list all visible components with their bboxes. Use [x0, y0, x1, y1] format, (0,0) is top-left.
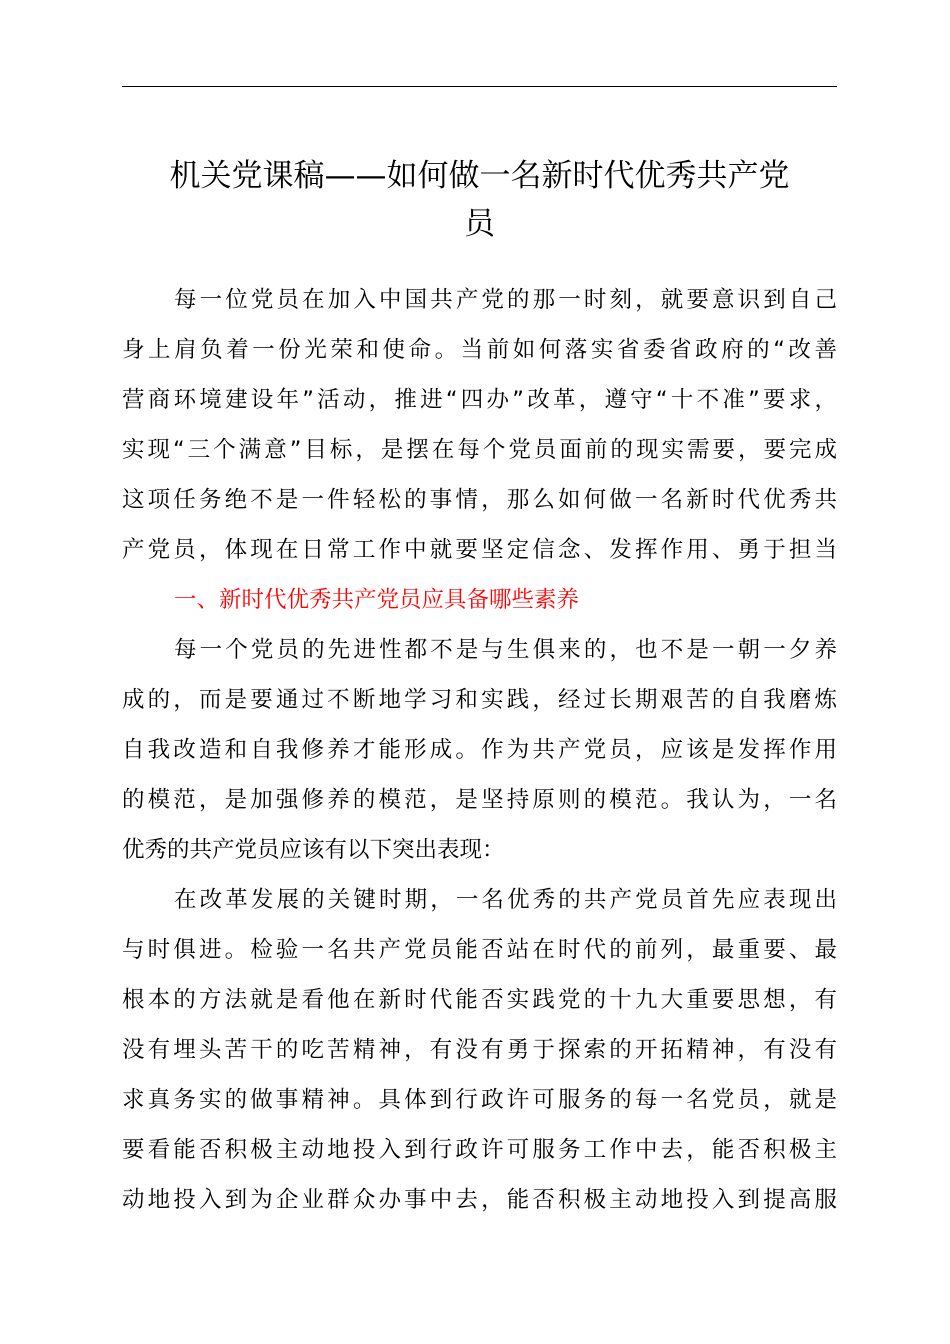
paragraph-2-line: 成的，而是要通过不断地学习和实践，经过长期艰苦的自我磨炼: [122, 687, 837, 713]
paragraph-2-line: 的模范，是加强修养的模范，是坚持原则的模范。我认为，一名: [122, 787, 837, 813]
paragraph-3-line: 没有埋头苦干的吃苦精神，有没有勇于探索的开拓精神，有没有: [122, 1037, 837, 1063]
paragraph-3-line: 在改革发展的关键时期，一名优秀的共产党员首先应表现出: [174, 887, 837, 913]
paragraph-1-line: 这项任务绝不是一件轻松的事情，那么如何做一名新时代优秀共: [122, 487, 837, 513]
header-rule: [122, 86, 837, 87]
paragraph-3-line: 要看能否积极主动地投入到行政许可服务工作中去，能否积极主: [122, 1137, 837, 1163]
paragraph-3-line: 与时俱进。检验一名共产党员能否站在时代的前列，最重要、最: [122, 937, 837, 963]
title-line-2: 员: [464, 206, 495, 242]
paragraph-2-line: 优秀的共产党员应该有以下突出表现：: [122, 837, 505, 863]
paragraph-1-line: 身上肩负着一份光荣和使命。当前如何落实省委省政府的“改善: [122, 337, 837, 363]
document-body: [122, 275, 837, 1225]
paragraph-3-line: 根本的方法就是看他在新时代能否实践党的十九大重要思想，有: [122, 987, 837, 1013]
paragraph-1-line: 每一位党员在加入中国共产党的那一时刻，就要意识到自己: [174, 287, 837, 313]
paragraph-3-line: 求真务实的做事精神。具体到行政许可服务的每一名党员，就是: [122, 1087, 837, 1113]
paragraph-1-line: 实现“三个满意”目标，是摆在每个党员面前的现实需要，要完成: [122, 437, 837, 463]
paragraph-2-line: 自我改造和自我修养才能形成。作为共产党员，应该是发挥作用: [122, 737, 837, 763]
paragraph-1-line: 营商环境建设年”活动，推进“四办”改革，遵守“十不准”要求，: [122, 387, 837, 413]
paragraph-2-line: 每一个党员的先进性都不是与生俱来的，也不是一朝一夕养: [174, 637, 837, 663]
document-title: [118, 152, 841, 248]
section-heading-1: 一、新时代优秀共产党员应具备哪些素养: [174, 587, 580, 613]
title-line-1: 机关党课稿——如何做一名新时代优秀共产党: [169, 158, 790, 194]
paragraph-1-line: 产党员，体现在日常工作中就要坚定信念、发挥作用、勇于担当: [122, 537, 837, 563]
paragraph-3-line: 动地投入到为企业群众办事中去，能否积极主动地投入到提高服: [122, 1187, 837, 1213]
